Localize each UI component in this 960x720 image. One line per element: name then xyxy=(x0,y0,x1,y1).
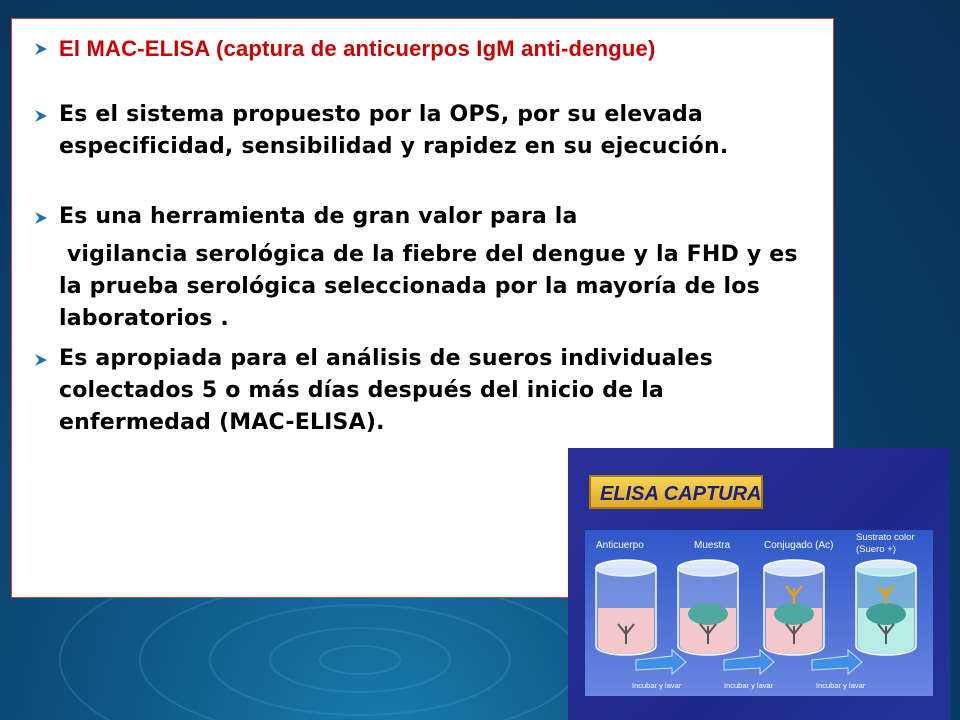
elisa-capture-figure xyxy=(568,448,950,720)
arrow-bullet-icon xyxy=(34,109,48,123)
arrow-bullet-icon xyxy=(34,211,48,225)
arrow-label-3: Incubar y lavar xyxy=(816,681,866,690)
arrow-label-1: Incubar y lavar xyxy=(632,681,682,690)
well-2 xyxy=(678,560,738,655)
banner-text: ELISA CAPTURA xyxy=(600,483,762,505)
elisa-diagram xyxy=(568,448,950,720)
stage-label-sustrato-line2: (Suero +) xyxy=(856,544,896,555)
stage-label-muestra: Muestra xyxy=(694,540,731,551)
bullet-text-continuation: vigilancia serológica de la fiebre del dengue y la FHD y es la prueba serológica seleccionada por la mayoría de los laboratorios . xyxy=(59,242,806,331)
well-1 xyxy=(596,560,656,655)
bullet-text: Es una herramienta de gran valor para la xyxy=(59,204,578,229)
stage-label-anticuerpo: Anticuerpo xyxy=(596,540,644,551)
arrow-label-2: Incubar y lavar xyxy=(724,681,774,690)
arrow-bullet-icon xyxy=(34,353,48,367)
arrow-bullet-icon xyxy=(34,42,48,56)
bullet-text: Es apropiada para el análisis de sueros individuales colectados 5 o más días después del inicio de la enfermedad (MAC-ELISA). xyxy=(59,346,713,435)
well-4 xyxy=(856,560,916,655)
well-3 xyxy=(764,560,824,655)
stage-label-conjugado: Conjugado (Ac) xyxy=(764,540,834,551)
bullet-text: Es el sistema propuesto por la OPS, por su elevada especificidad, sensibilidad y rapidez en su ejecución. xyxy=(59,102,729,159)
stage-label-sustrato-line1: Sustrato color xyxy=(856,532,915,543)
slide-title: El MAC-ELISA (captura de anticuerpos IgM anti-dengue) xyxy=(59,36,656,61)
